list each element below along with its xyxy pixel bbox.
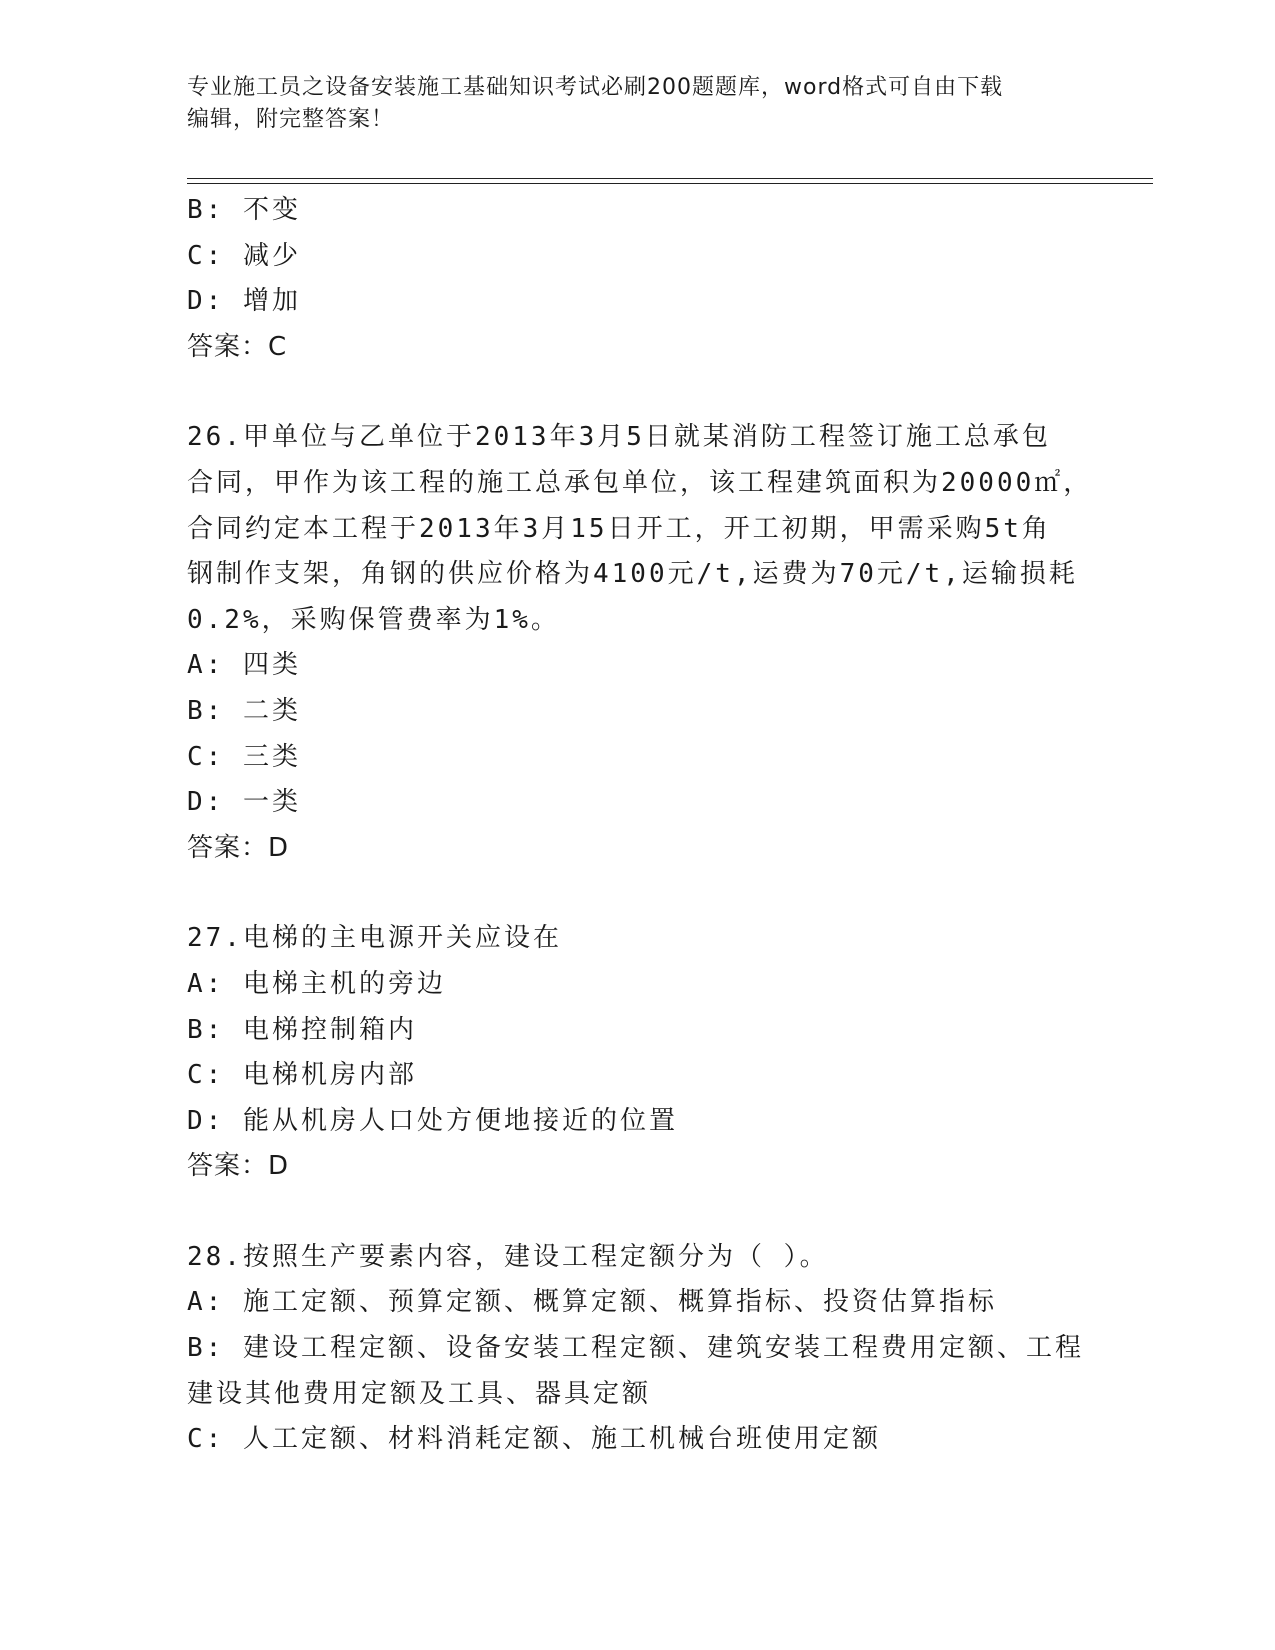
option-c: C: 减少 (187, 240, 301, 271)
document-header (187, 72, 1067, 136)
spacer (187, 370, 1087, 415)
option-d: D: 一类 (187, 787, 301, 818)
question-28 (187, 1235, 1087, 1463)
option-b-continued: 建设其他费用定额及工具、器具定额 (187, 1378, 652, 1409)
question-text-line: 钢制作支架，角钢的供应价格为4100元/t,运费为70元/t,运输损耗 (187, 559, 1078, 590)
option-a: A: 电梯主机的旁边 (187, 968, 446, 999)
answer-line: 答案：D (187, 1151, 290, 1182)
option-b: B: 电梯控制箱内 (187, 1014, 417, 1045)
spacer (187, 871, 1087, 916)
option-c: C: 三类 (187, 741, 301, 772)
question-25-continued (187, 188, 1087, 370)
header-divider-bottom (187, 183, 1153, 184)
header-divider-top (187, 178, 1153, 179)
question-text-line: 26.甲单位与乙单位于2013年3月5日就某消防工程签订施工总承包 (187, 422, 1051, 453)
answer-line: 答案：C (187, 331, 288, 362)
option-a: A: 施工定额、预算定额、概算定额、概算指标、投资估算指标 (187, 1287, 997, 1318)
document-body (187, 188, 1093, 1463)
option-d: D: 能从机房人口处方便地接近的位置 (187, 1105, 678, 1136)
option-b: B: 建设工程定额、设备安装工程定额、建筑安装工程费用定额、工程 (187, 1333, 1084, 1364)
question-text-line: 合同约定本工程于2013年3月15日开工，开工初期，甲需采购5t角 (187, 513, 1051, 544)
question-text-line: 合同，甲作为该工程的施工总承包单位，该工程建筑面积为20000㎡， (187, 467, 1093, 498)
option-b: B: 不变 (187, 195, 301, 225)
spacer (187, 1190, 1087, 1235)
header-line-1: 专业施工员之设备安装施工基础知识考试必刷200题题库，word格式可自由下载 (187, 75, 1004, 100)
question-27 (187, 916, 1087, 1190)
option-c: C: 人工定额、材料消耗定额、施工机械台班使用定额 (187, 1424, 881, 1455)
question-26 (187, 415, 1093, 871)
question-text-line: 0.2%，采购保管费率为1%。 (187, 604, 560, 635)
option-c: C: 电梯机房内部 (187, 1060, 417, 1091)
question-text-line: 27.电梯的主电源开关应设在 (187, 923, 562, 954)
option-a: A: 四类 (187, 650, 301, 681)
question-text-line: 28.按照生产要素内容，建设工程定额分为（ ）。 (187, 1241, 829, 1272)
option-d: D: 增加 (187, 286, 301, 317)
option-b: B: 二类 (187, 695, 301, 726)
header-line-2: 编辑，附完整答案！ (187, 107, 395, 132)
answer-line: 答案：D (187, 832, 290, 863)
